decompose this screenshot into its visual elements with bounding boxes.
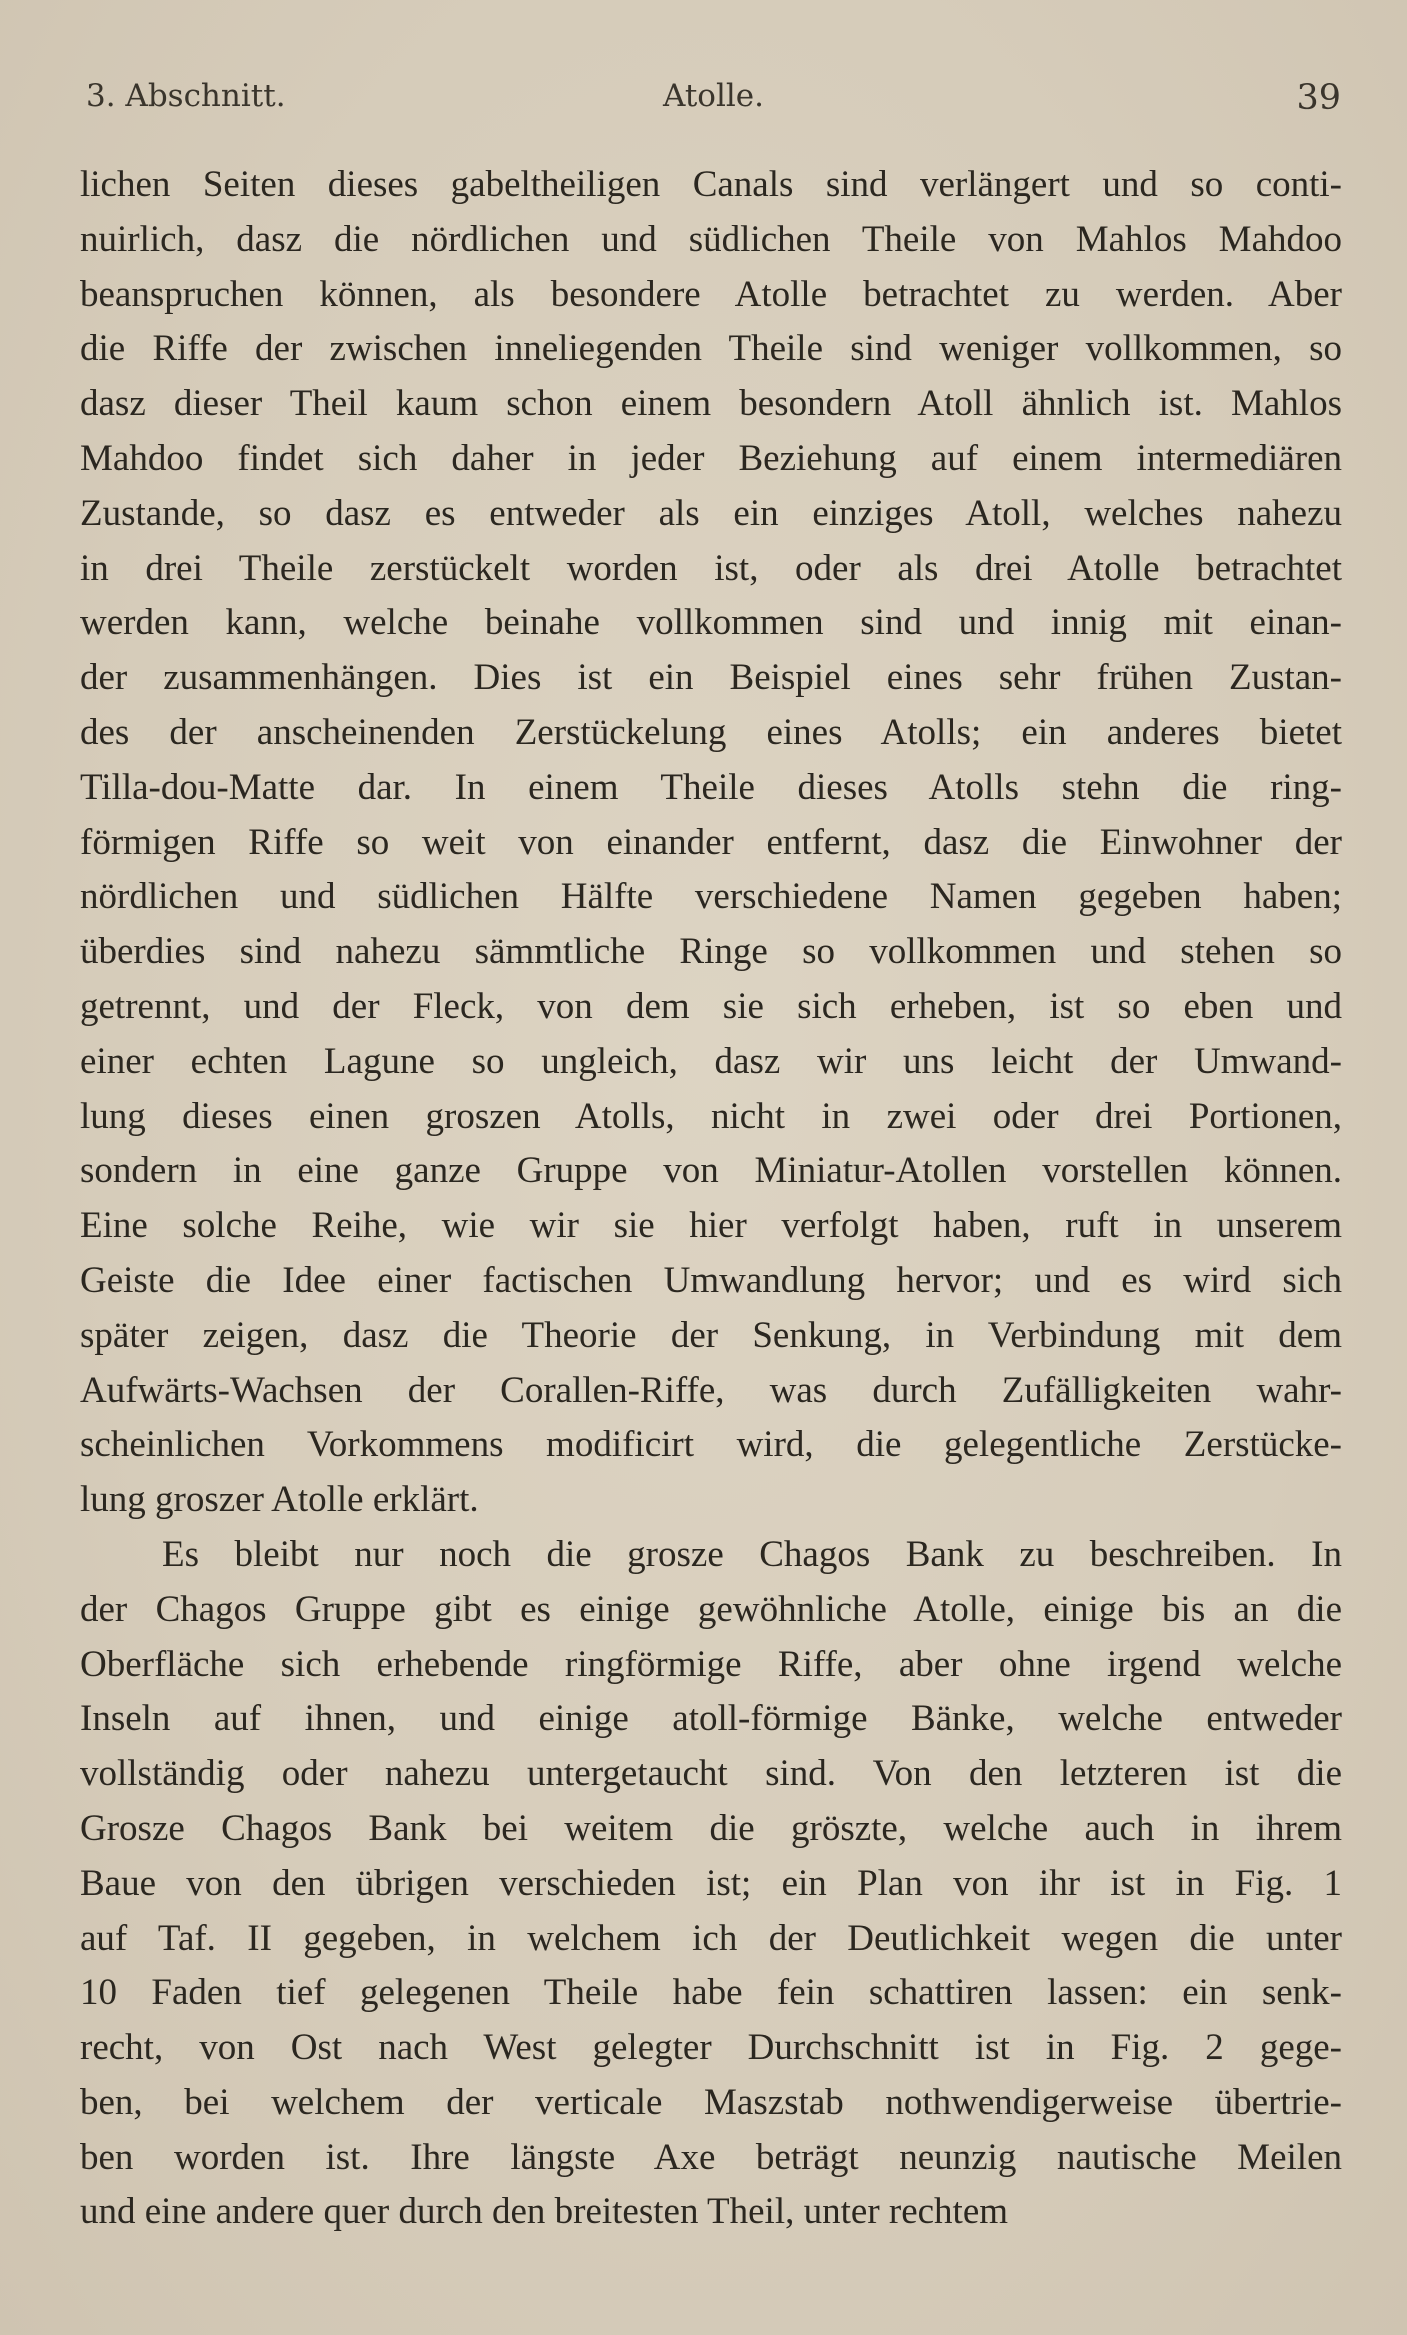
text-line: recht, von Ost nach West gelegter Durchschnitt ist in Fig. 2 gege- <box>80 2027 1342 2069</box>
text-line: Mahdoo findet sich daher in jeder Beziehung auf einem intermediären <box>80 437 1342 479</box>
text-line: überdies sind nahezu sämmtliche Ringe so vollkommen und stehen so <box>80 931 1342 973</box>
text-line: getrennt, und der Fleck, von dem sie sich erheben, ist so eben und <box>80 985 1342 1027</box>
text-line: beanspruchen können, als besondere Atolle betrachtet zu werden. Aber <box>80 273 1342 315</box>
text-line: lung dieses einen groszen Atolls, nicht in zwei oder drei Portionen, <box>80 1095 1342 1137</box>
text-line: Oberfläche sich erhebende ringförmige Riffe, aber ohne irgend welche <box>80 1643 1342 1685</box>
page-number: 39 <box>1296 78 1341 118</box>
text-line: 10 Faden tief gelegenen Theile habe fein schattiren lassen: ein senk- <box>80 1972 1342 2014</box>
text-line: ben, bei welchem der verticale Maszstab nothwendigerweise übertrie- <box>80 2081 1342 2123</box>
text-line: in drei Theile zerstückelt worden ist, oder als drei Atolle betrachtet <box>80 547 1342 589</box>
text-line: scheinlichen Vorkommens modificirt wird, die gelegentliche Zerstücke- <box>80 1424 1342 1466</box>
text-line: später zeigen, dasz die Theorie der Senkung, in Verbindung mit dem <box>80 1314 1342 1356</box>
text-line: sondern in eine ganze Gruppe von Miniatur-Atollen vorstellen können. <box>80 1150 1342 1192</box>
text-line: Baue von den übrigen verschieden ist; ein Plan von ihr ist in Fig. 1 <box>80 1862 1342 1904</box>
text-line: förmigen Riffe so weit von einander entfernt, dasz die Einwohner der <box>80 821 1342 863</box>
text-line: werden kann, welche beinahe vollkommen sind und innig mit einan- <box>80 602 1342 644</box>
text-line: ben worden ist. Ihre längste Axe beträgt neunzig nautische Meilen <box>80 2136 1342 2178</box>
text-line: Geiste die Idee einer factischen Umwandlung hervor; und es wird sich <box>80 1259 1342 1301</box>
text-line: nuirlich, dasz die nördlichen und südlichen Theile von Mahlos Mahdoo <box>80 218 1342 260</box>
text-line: der Chagos Gruppe gibt es einige gewöhnliche Atolle, einige bis an die <box>80 1588 1342 1630</box>
text-line: Es bleibt nur noch die grosze Chagos Bank zu beschreiben. In <box>162 1533 1342 1575</box>
text-line: auf Taf. II gegeben, in welchem ich der Deutlichkeit wegen die unter <box>80 1917 1342 1959</box>
body-text <box>80 158 1342 2240</box>
text-line: die Riffe der zwischen inneliegenden Theile sind weniger vollkommen, so <box>80 328 1342 370</box>
text-line: Zustande, so dasz es entweder als ein einziges Atoll, welches nahezu <box>80 492 1342 534</box>
text-line: dasz dieser Theil kaum schon einem besondern Atoll ähnlich ist. Mahlos <box>80 383 1342 425</box>
text-line: einer echten Lagune so ungleich, dasz wir uns leicht der Umwand- <box>80 1040 1342 1082</box>
text-line: lichen Seiten dieses gabeltheiligen Canals sind verlängert und so conti- <box>80 164 1342 205</box>
text-line: und eine andere quer durch den breitesten Theil, unter rechtem <box>80 2191 1009 2233</box>
text-line: des der anscheinenden Zerstückelung eines Atolls; ein anderes bietet <box>80 711 1342 753</box>
text-line: Inseln auf ihnen, und einige atoll-förmige Bänke, welche entweder <box>80 1698 1342 1740</box>
text-line: Aufwärts-Wachsen der Corallen-Riffe, was durch Zufälligkeiten wahr- <box>80 1369 1342 1411</box>
text-line: lung groszer Atolle erklärt. <box>80 1479 479 1521</box>
text-line: vollständig oder nahezu untergetaucht sind. Von den letzteren ist die <box>80 1753 1342 1795</box>
text-line: Eine solche Reihe, wie wir sie hier verfolgt haben, ruft in unserem <box>80 1205 1342 1247</box>
text-line: Tilla-dou-Matte dar. In einem Theile dieses Atolls stehn die ring- <box>80 766 1342 808</box>
section-label: 3. Abschnitt. <box>86 78 286 114</box>
text-line: der zusammenhängen. Dies ist ein Beispiel eines sehr frühen Zustan- <box>80 657 1342 699</box>
running-header <box>86 78 1341 118</box>
running-title: Atolle. <box>663 78 764 114</box>
text-line: Grosze Chagos Bank bei weitem die gröszte, welche auch in ihrem <box>80 1807 1342 1849</box>
text-line: nördlichen und südlichen Hälfte verschiedene Namen gegeben haben; <box>80 876 1342 918</box>
